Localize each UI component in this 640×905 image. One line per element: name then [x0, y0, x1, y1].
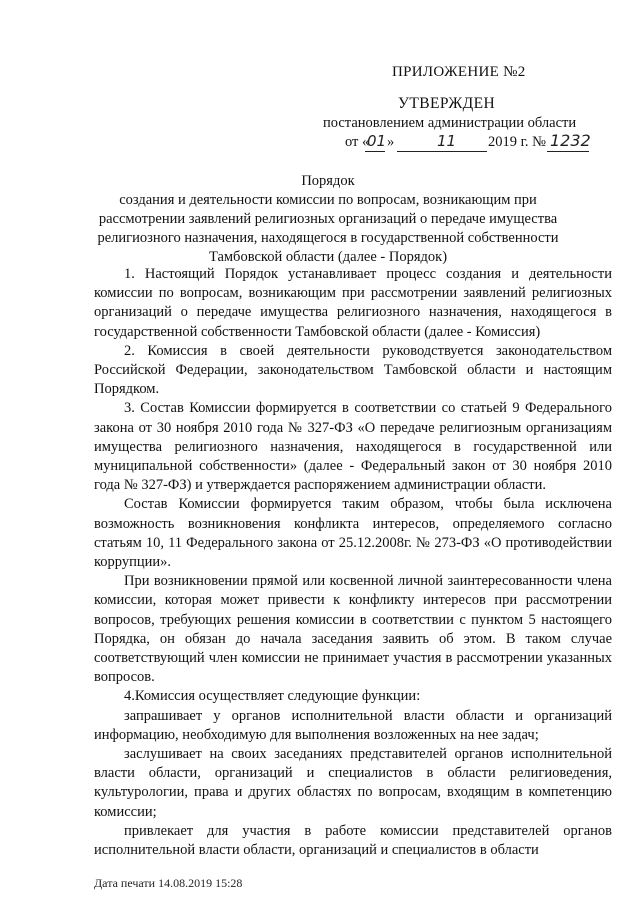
- approved-by-text: постановлением администрации области: [323, 115, 577, 131]
- paragraph-7: запрашивает у органов исполнительной власти области и организаций информацию, необходимую для выполнения возложенных на нее задач;: [94, 707, 612, 743]
- paragraph-6: 4.Комиссия осуществляет следующие функции:: [124, 688, 421, 705]
- decree-day-close: »: [387, 134, 395, 150]
- paragraph-3: 3. Состав Комиссии формируется в соответствии со статьей 9 Федерального закона от 30 ноября 2010 года № 327-ФЗ «О передаче религиозным организациям имущества религиозного назначения, находящегося в государственной или муниципальной собственности» (далее - Федеральный закон от 30 ноября 2010 года № 327-ФЗ) и утверждается распоряжением администрации области.: [94, 400, 612, 494]
- decree-prefix: от «: [345, 134, 370, 150]
- paragraph-9: привлекает для участия в работе комиссии представителей органов исполнительной власти области, организаций и специалистов в области: [94, 822, 612, 859]
- approved-stamp-text: УТВЕРЖДЕН: [398, 95, 496, 112]
- title-main: Порядок: [301, 173, 355, 189]
- document-body: [94, 265, 612, 860]
- title-subtitle: создания и деятельности комиссии по вопросам, возникающим при рассмотрении заявлений религиозных организаций о передаче имущества религиозного назначения, находящегося в государственной собственности Тамбовской области (далее - Порядок): [97, 192, 559, 265]
- decree-number-underline: [547, 151, 589, 152]
- decree-month-underline: [397, 151, 487, 152]
- paragraph-1: 1. Настоящий Порядок устанавливает процесс создания и деятельности комиссии по вопросам, возникающим при рассмотрении заявлений религиозных организаций о передаче имущества религиозного назначения, находящегося в государственной собственности Тамбовской области (далее - Комиссия): [94, 266, 612, 340]
- decree-month: 11: [437, 132, 457, 150]
- appendix-label: ПРИЛОЖЕНИЕ №2: [392, 64, 526, 80]
- paragraph-5: При возникновении прямой или косвенной личной заинтересованности члена комиссии, которая может привести к конфликту интересов при рассмотрении вопросов, требующих решения комиссии в соответствии с пунктом 5 настоящего Порядка, он обязан до начала заседания заявить об этом. В таком случае соответствующий член комиссии не принимает участия в рассмотрении указанных вопросов.: [94, 573, 612, 686]
- paragraph-8: заслушивает на своих заседаниях представителей органов исполнительной власти области, организаций и специалистов в области религиоведения, культурологии, права и других областях по вопросам, входящим в компетенцию комиссии;: [94, 746, 612, 820]
- decree-year: 2019 г. №: [488, 134, 547, 150]
- print-date: Дата печати 14.08.2019 15:28: [94, 876, 243, 890]
- paragraph-4: Состав Комиссии формируется таким образом, чтобы была исключена возможность возникновения конфликта интересов, определяемого согласно статьям 10, 11 Федерального закона от 25.12.2008г. № 273-ФЗ «О противодействии коррупции».: [94, 496, 612, 571]
- decree-day-underline: [365, 151, 385, 152]
- decree-day: 01: [367, 132, 387, 150]
- paragraph-2: 2. Комиссия в своей деятельности руководствуется законодательством Российской Федерации, законодательством Тамбовской области и настоящим Порядком.: [94, 342, 612, 398]
- document-title: [95, 172, 561, 267]
- decree-number: 1232: [550, 131, 591, 150]
